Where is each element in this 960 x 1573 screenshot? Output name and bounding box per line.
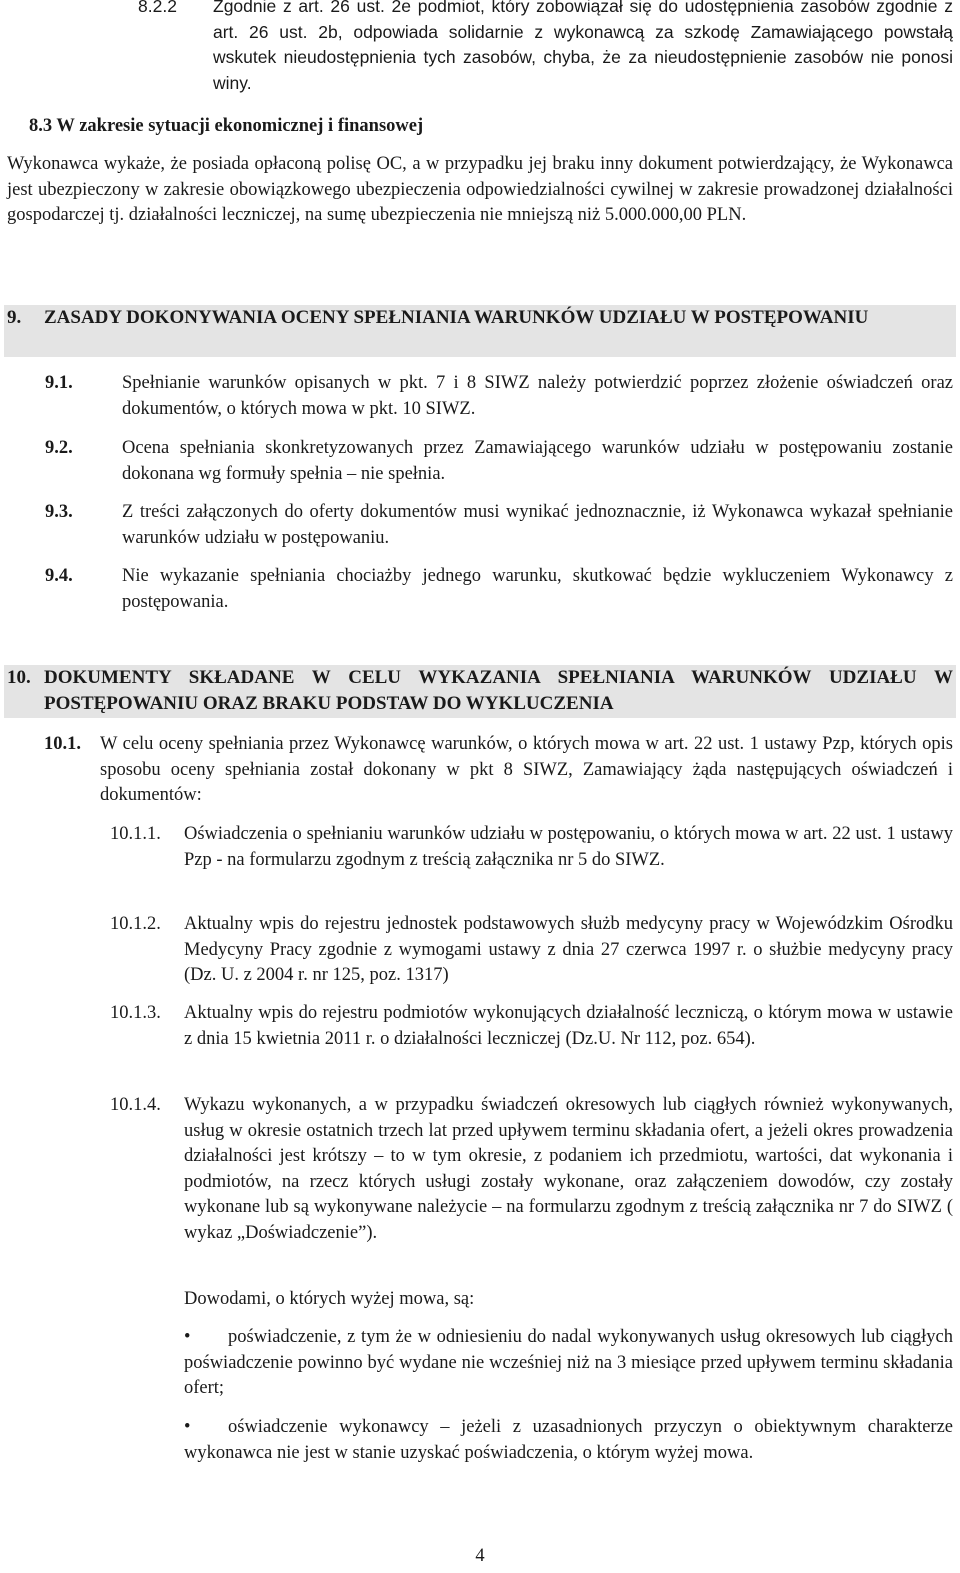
section-9-number: 9.: [7, 307, 22, 328]
bullet-1-symbol: •: [184, 1327, 191, 1347]
section-10-heading: DOKUMENTY SKŁADANE W CELU WYKAZANIA SPEŁNIANIA WARUNKÓW UDZIAŁU W POSTĘPOWANIU ORAZ BRAKU PODSTAW DO WYKLUCZENIA: [44, 667, 953, 714]
item-9-3-number: 9.3.: [45, 502, 73, 522]
item-9-4-text: Nie wykazanie spełniania chociażby jednego warunku, skutkować będzie wykluczeniem Wykonawcy z postępowania.: [122, 566, 953, 612]
section-10-heading-bar: [4, 665, 956, 718]
section-9-heading: ZASADY DOKONYWANIA OCENY SPEŁNIANIA WARUNKÓW UDZIAŁU W POSTĘPOWANIU: [44, 307, 869, 328]
item-9-2-number: 9.2.: [45, 438, 73, 458]
item-10-1-text: W celu oceny spełniania przez Wykonawcę warunków, o których mowa w art. 22 ust. 1 ustawy Pzp, których opis sposobu oceny spełniania został dokonany w pkt 8 SIWZ, Zamawiający żąda następujących oświadczeń i dokumentów:: [100, 734, 953, 806]
item-9-4-number: 9.4.: [45, 566, 73, 586]
section-8-3-text: Wykonawca wykaże, że posiada opłaconą polisę OC, a w przypadku jej braku inny dokument potwierdzający, że Wykonawca jest ubezpieczony w zakresie obowiązkowego ubezpieczenia odpowiedzialności cywilnej w zakresie prowadzonej działalności gospodarczej tj. działalności leczniczej, na sumę ubezpieczenia nie mniejszą niż 5.000.000,00 PLN.: [7, 154, 953, 226]
bullet-1-text: poświadczenie, z tym że w odniesieniu do nadal wykonywanych usług okresowych lub ciągłych poświadczenie powinno być wydane nie wcześniej niż na 3 miesiące przed upływem terminu składania ofert;: [184, 1327, 953, 1399]
item-9-3-text: Z treści załączonych do oferty dokumentów musi wynikać jednoznacznie, iż Wykonawca wykazał spełnianie warunków udziału w postępowaniu.: [122, 502, 953, 548]
section-9-heading-bar: [4, 305, 956, 357]
item-10-1-3-text: Aktualny wpis do rejestru podmiotów wykonujących działalność leczniczą, o którym mowa w ustawie z dnia 15 kwietnia 2011 r. o działalności leczniczej (Dz.U. Nr 112, poz. 654).: [184, 1003, 953, 1049]
evidence-intro: Dowodami, o których wyżej mowa, są:: [184, 1289, 475, 1309]
item-10-1-4-text: Wykazu wykonanych, a w przypadku świadczeń okresowych lub ciągłych również wykonywanych, usług w okresie ostatnich trzech lat przed upływem terminu składania ofert, a jeżeli okres prowadzenia działalności jest krótszy – to w tym okresie, z podaniem ich przedmiotu, wartości, dat wykonania i podmiotów, na rzecz których usługi zostały wykonane, oraz załączeniem dowodów, czy zostały wykonane lub są wykonywane należycie – na formularzu zgodnym z treścią załącznika nr 7 do SIWZ ( wykaz „Doświadczenie”).: [184, 1095, 953, 1243]
item-10-1-1-text: Oświadczenia o spełnianiu warunków udziału w postępowaniu, o których mowa w art. 22 ust. 1 ustawy Pzp - na formularzu zgodnym z treścią załącznika nr 5 do SIWZ.: [184, 824, 953, 870]
item-9-2-text: Ocena spełniania skonkretyzowanych przez Zamawiającego warunków udziału w postępowaniu zostanie dokonana wg formuły spełnia – nie spełnia.: [122, 438, 953, 484]
item-10-1-4-number: 10.1.4.: [110, 1095, 161, 1115]
section-10-number: 10.: [7, 667, 31, 688]
item-9-1-text: Spełnianie warunków opisanych w pkt. 7 i 8 SIWZ należy potwierdzić poprzez złożenie oświadczeń oraz dokumentów, o których mowa w pkt. 10 SIWZ.: [122, 373, 953, 419]
item-10-1-3-number: 10.1.3.: [110, 1003, 161, 1023]
item-10-1-2-text: Aktualny wpis do rejestru jednostek podstawowych służb medycyny pracy w Wojewódzkim Ośrodku Medycyny Pracy zgodnie z wymogami ustawy z dnia 27 czerwca 1997 r. o służbie medycyny pracy (Dz. U. z 2004 r. nr 125, poz. 1317): [184, 914, 953, 986]
item-10-1-1-number: 10.1.1.: [110, 824, 161, 844]
section-8-3-heading: 8.3 W zakresie sytuacji ekonomicznej i finansowej: [29, 116, 424, 136]
section-8-2-2-text: Zgodnie z art. 26 ust. 2e podmiot, który zobowiązał się do udostępnienia zasobów zgodnie z art. 26 ust. 2b, odpowiada solidarnie z wykonawcą za szkodę Zamawiającego powstałą wskutek nieudostępnienia tych zasobów, chyba, że za nieudostępnienie zasobów nie ponosi winy.: [213, 0, 953, 93]
item-10-1-number: 10.1.: [44, 734, 81, 754]
bullet-2-symbol: •: [184, 1417, 191, 1437]
page-number: 4: [475, 1546, 485, 1566]
bullet-2-text: oświadczenie wykonawcy – jeżeli z uzasadnionych przyczyn o obiektywnym charakterze wykonawca nie jest w stanie uzyskać poświadczenia, o którym wyżej mowa.: [184, 1417, 953, 1463]
item-9-1-number: 9.1.: [45, 373, 73, 393]
section-8-2-2-number: 8.2.2: [138, 0, 177, 16]
item-10-1-2-number: 10.1.2.: [110, 914, 161, 934]
